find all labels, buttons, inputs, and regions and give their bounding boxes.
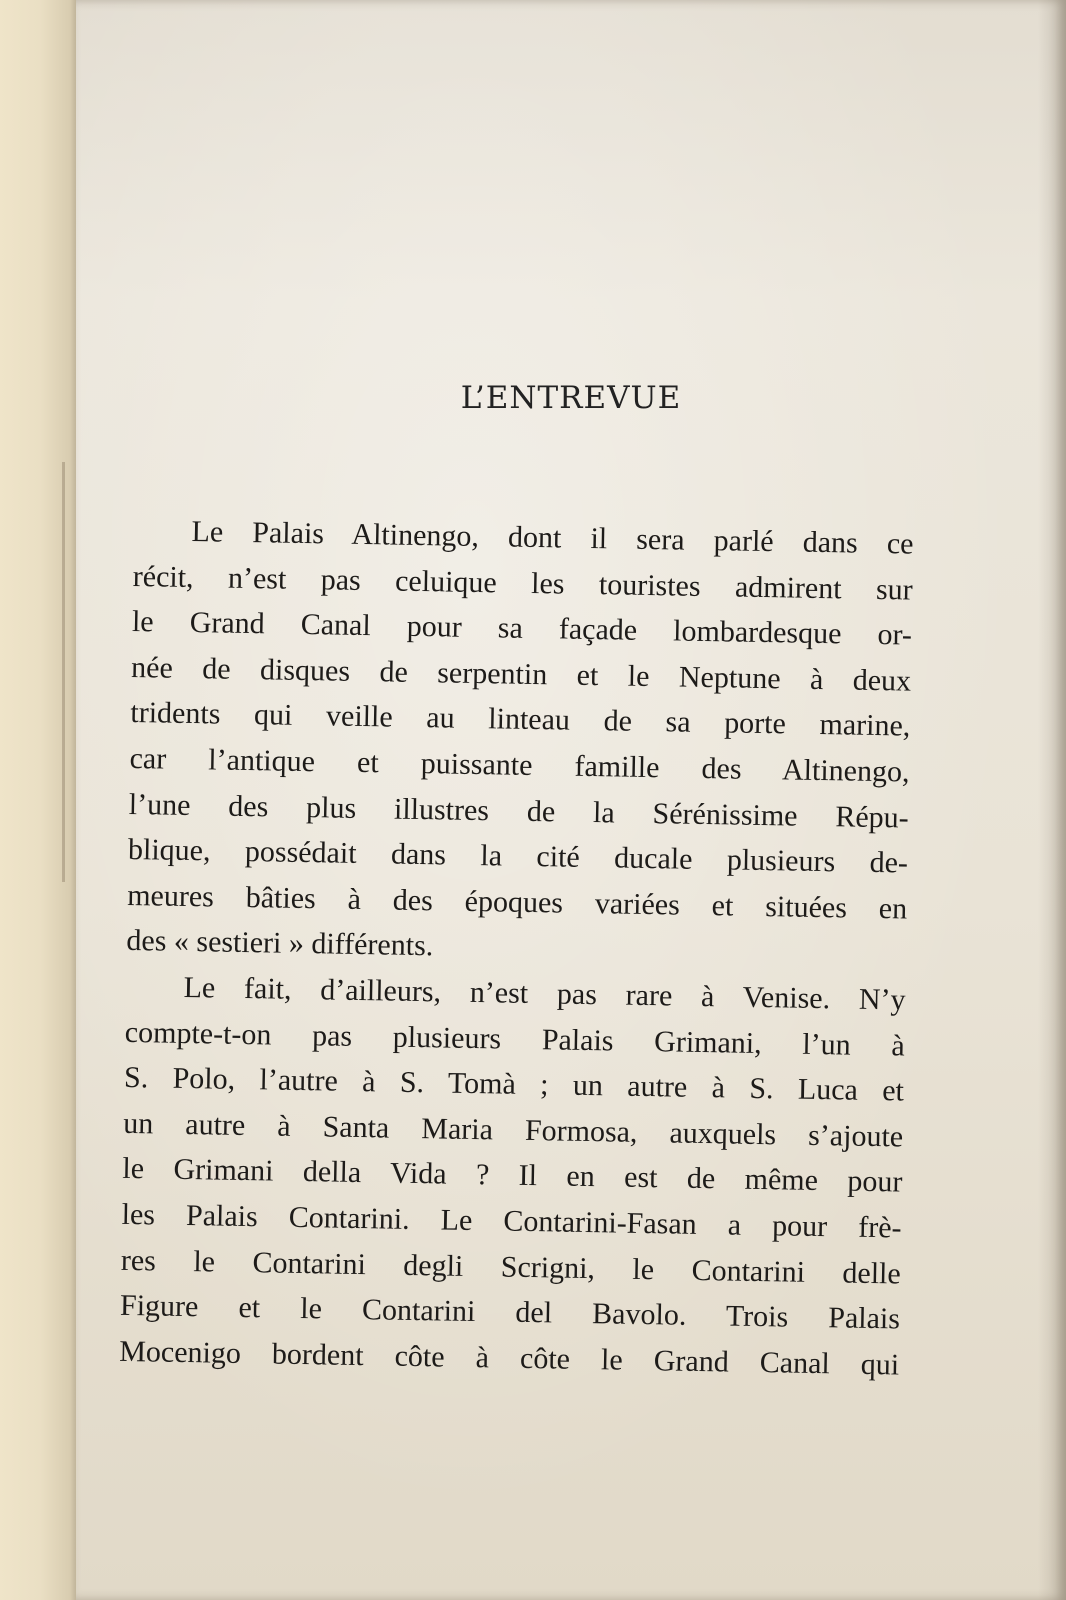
text-line: un autre à Santa Maria Formosa, auxquels s’ajoute	[122, 1106, 904, 1154]
text-line: le Grand Canal pour sa façade lombardesque or-	[131, 605, 913, 652]
text-line: blique, possédait dans la cité ducale plusieurs de-	[127, 833, 909, 880]
text-line: Le Palais Altinengo, dont il sera parlé dans ce	[191, 515, 914, 561]
body-text	[119, 508, 914, 1388]
text-line: les Palais Contarini. Le Contarini-Fasan a pour frè-	[121, 1197, 902, 1245]
text-line: meures bâties à des époques variées et situées en	[126, 878, 908, 926]
text-line: des « sestieri » différents.	[126, 924, 434, 963]
text-line: compte-t-on pas plusieurs Palais Grimani, l’un à	[124, 1015, 906, 1063]
chapter-title: L’ENTREVUE	[460, 380, 682, 416]
text-line: l’une des plus illustres de la Sérénissime Répu-	[128, 787, 910, 835]
text-line: res le Contarini degli Scrigni, le Contarini delle	[120, 1243, 902, 1290]
text-line: Mocenigo bordent côte à côte le Grand Canal qui	[118, 1334, 900, 1382]
text-line: Le fait, d’ailleurs, n’est pas rare à Venise. N’y	[183, 970, 906, 1017]
text-line: car l’antique et puissante famille des Altinengo,	[129, 741, 910, 789]
previous-pages-edge	[0, 0, 78, 1600]
text-line: le Grimani della Vida ? Il en est de même pour	[122, 1152, 903, 1199]
text-line: née de disques de serpentin et le Neptune à deux	[130, 650, 912, 698]
book-page	[76, 0, 1066, 1600]
paragraph-1	[126, 508, 914, 977]
text-line: récit, n’est pas celuique les touristes admirent sur	[132, 559, 913, 607]
text-line: tridents qui veille au linteau de sa porte marine,	[130, 696, 911, 743]
paragraph-2	[119, 964, 906, 1388]
text-line: Figure et le Contarini del Bavolo. Trois Palais	[119, 1288, 901, 1336]
text-line: S. Polo, l’autre à S. Tomà ; un autre à S. Luca et	[123, 1061, 905, 1108]
